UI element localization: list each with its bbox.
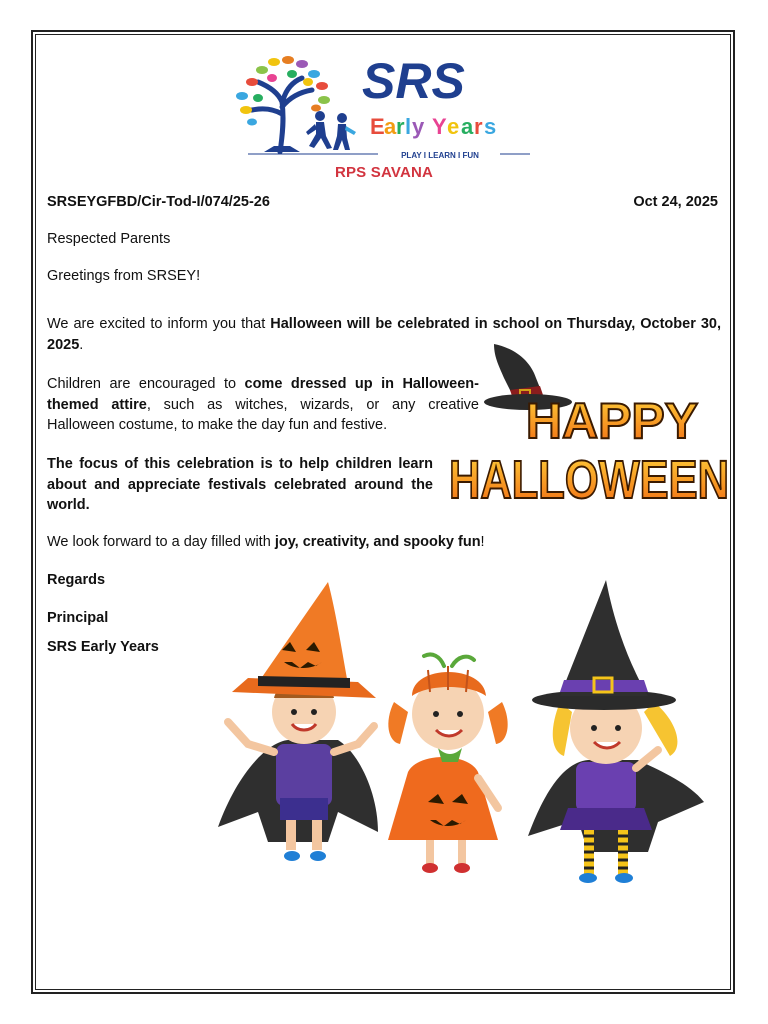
svg-text:E: E (370, 114, 385, 139)
svg-text:y: y (412, 114, 425, 139)
greeting: Greetings from SRSEY! (47, 268, 201, 284)
intro-paragraph: We are excited to inform you that Halloween will be celebrated in school on Thursday, October 30, 2025. (47, 316, 722, 353)
sub-brand-name (370, 114, 496, 139)
pumpkin-dress-kid-figure (388, 654, 508, 873)
children-silhouette-icon (306, 111, 356, 150)
svg-text:r: r (474, 114, 483, 139)
svg-text:s: s (484, 114, 497, 139)
attire-paragraph: Children are encouraged to come dressed up in Halloween-themed attire, such as witches, wizards, or any creative Halloween costume, to make the day fun and festive. (47, 376, 479, 433)
svg-text:Y: Y (432, 114, 447, 139)
kids-costume-illustration (208, 572, 728, 902)
school-name: SRS Early Years (47, 639, 159, 655)
svg-text:r: r (396, 114, 405, 139)
svg-text:e: e (447, 114, 460, 139)
pumpkin-hat-kid-figure (218, 582, 378, 861)
reference-number: SRSEYGFBD/Cir-Tod-I/074/25-26 (47, 194, 270, 210)
focus-paragraph: The focus of this celebration is to help children learn about and appreciate festivals celebrated around the world. (47, 456, 433, 513)
svg-text:a: a (461, 114, 474, 139)
svg-text:l: l (405, 114, 412, 139)
svg-text:a: a (384, 114, 397, 139)
salutation: Respected Parents (47, 231, 171, 247)
closing-paragraph: We look forward to a day filled with joy, creativity, and spooky fun! (47, 534, 485, 550)
letter-date: Oct 24, 2025 (633, 194, 718, 210)
witch-kid-figure (528, 580, 704, 883)
school-logo (228, 52, 540, 160)
happy-halloween-graphic (444, 338, 734, 516)
branch-name: RPS SAVANA (334, 164, 434, 181)
signatory-title: Principal (47, 610, 109, 626)
happy-text: HAPPY (525, 393, 699, 449)
regards: Regards (47, 572, 106, 588)
halloween-text: HALLOWEEN (449, 450, 729, 510)
tagline: PLAY I LEARN I FUN (401, 151, 479, 160)
brand-name: SRS (362, 53, 465, 109)
